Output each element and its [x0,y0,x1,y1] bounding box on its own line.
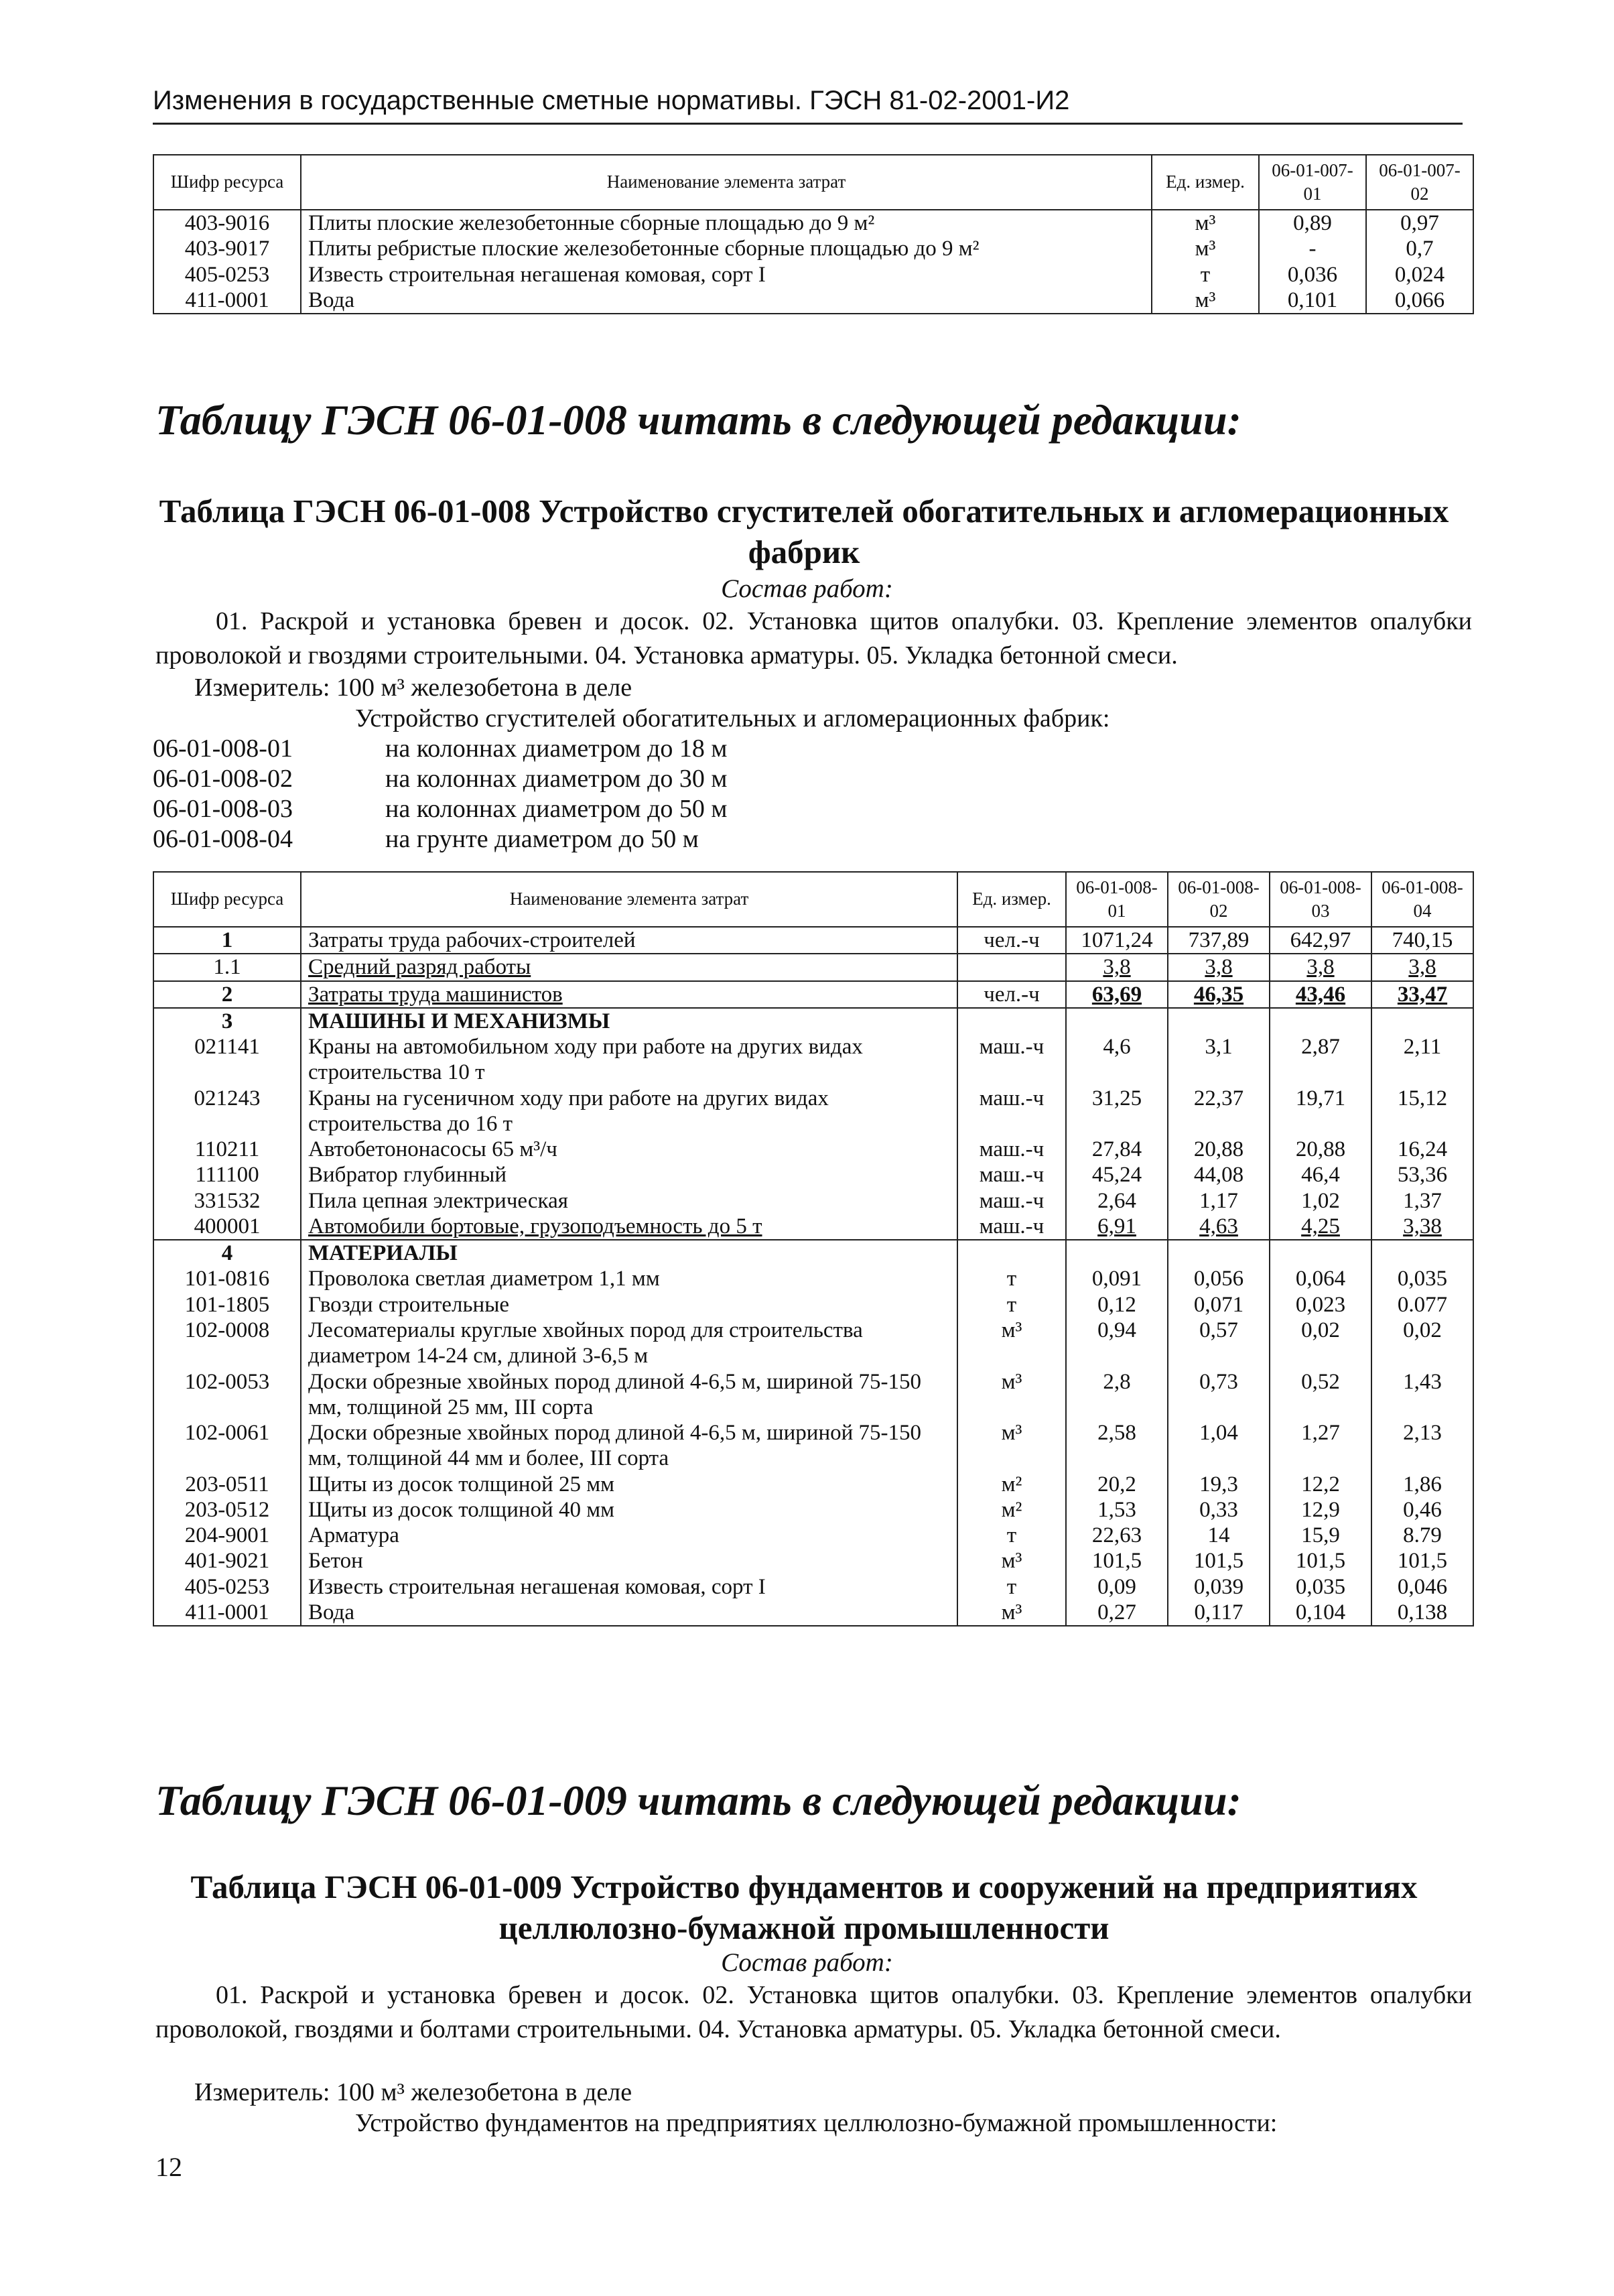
cell-v4: 0,46 [1371,1497,1473,1523]
cell-code: 403-9017 [153,236,301,261]
cell-v4: 0,02 [1371,1318,1473,1369]
cell-v1: 0,101 [1259,288,1366,314]
cell-code: 1.1 [153,954,301,980]
cell-name: Затраты труда рабочих-строителей [301,927,957,954]
cell-v2: 46,35 [1168,981,1270,1008]
cell-v4: 1,37 [1371,1188,1473,1214]
table-row [153,210,1473,236]
table-row [153,1240,1473,1266]
cell-v3: 46,4 [1270,1162,1371,1188]
cell-v3: 12,2 [1270,1472,1371,1497]
cell-v2: 19,3 [1168,1472,1270,1497]
cell-code: 411-0001 [153,1600,301,1626]
cell-code: 102-0008 [153,1318,301,1369]
col-header-008-02: 06-01-008-02 [1168,872,1270,927]
cell-v4: 0,138 [1371,1600,1473,1626]
cell-v1: 0,27 [1066,1600,1168,1626]
item-text: на грунте диаметром до 50 м [385,825,699,853]
table-row [153,262,1473,288]
cell-v1: - [1259,236,1366,261]
cell-v3: 101,5 [1270,1548,1371,1574]
table-row [153,1600,1473,1626]
cell-code: 102-0053 [153,1369,301,1421]
cell-v4: 2,13 [1371,1420,1473,1472]
cell-v3: 3,8 [1270,954,1371,980]
cell-v1: 63,69 [1066,981,1168,1008]
cell-v2: 4,63 [1168,1214,1270,1240]
cell-code: 411-0001 [153,288,301,314]
cell-v2: 0,056 [1168,1266,1270,1291]
cell-v4: 3,38 [1371,1214,1473,1240]
col-header-008-01: 06-01-008-01 [1066,872,1168,927]
table-title-008-line2: фабрик [748,533,860,571]
table-row [153,1420,1473,1472]
table-title-009-line2: целлюлозно-бумажной промышленности [498,1909,1109,1947]
table-row [153,1574,1473,1600]
table-row [153,1162,1473,1188]
cell-name: Вода [301,288,1152,314]
cell-v2: 3,1 [1168,1034,1270,1086]
cell-code: 203-0512 [153,1497,301,1523]
cell-code: 203-0511 [153,1472,301,1497]
cell-name: Щиты из досок толщиной 25 мм [301,1472,957,1497]
col-header-unit: Ед. измер. [1152,155,1259,210]
cell-v3: 0,064 [1270,1266,1371,1291]
cell-v1: 101,5 [1066,1548,1168,1574]
cell-v4: 15,12 [1371,1086,1473,1137]
cell-code: 401-9021 [153,1548,301,1574]
cell-unit: маш.-ч [957,1162,1066,1188]
cell-v2: 22,37 [1168,1086,1270,1137]
cell-code: 331532 [153,1188,301,1214]
cell-unit: т [957,1574,1066,1600]
cell-v3: 12,9 [1270,1497,1371,1523]
cell-name: Проволока светлая диаметром 1,1 мм [301,1266,957,1291]
cell-v4: 8.79 [1371,1523,1473,1548]
cell-v3: 1,02 [1270,1188,1371,1214]
cell-v4: 0,046 [1371,1574,1473,1600]
measure-008 [194,673,632,702]
cell-v4: 0,035 [1371,1266,1473,1291]
cell-unit: м² [957,1472,1066,1497]
cell-code: 3 [153,1008,301,1034]
cell-v4: 3,8 [1371,954,1473,980]
cell-code: 111100 [153,1162,301,1188]
cell-name: Средний разряд работы [301,954,957,980]
cell-code: 101-1805 [153,1292,301,1318]
col-header-unit: Ед. измер. [957,872,1066,927]
cell-v3: 4,25 [1270,1214,1371,1240]
table-row [153,1034,1473,1086]
col-header-name: Наименование элемента затрат [301,155,1152,210]
section-heading-009: Таблицу ГЭСН 06-01-009 читать в следующей редакции: [155,1777,1241,1824]
table-06-01-007 [153,154,1474,314]
cell-unit: м³ [1152,210,1259,236]
cell-v2: 0,33 [1168,1497,1270,1523]
cell-v3: 642,97 [1270,927,1371,954]
measure-label-008: Измеритель: [194,674,330,702]
works-label-008: Состав работ: [721,574,893,603]
cell-name: Щиты из досок толщиной 40 мм [301,1497,957,1523]
cell-name: Известь строительная негашеная комовая, сорт I [301,1574,957,1600]
cell-v2: 0,7 [1366,236,1473,261]
cell-code: 021243 [153,1086,301,1137]
table-title-008-line1: Таблица ГЭСН 06-01-008 Устройство сгустителей обогатительных и агломерационных [159,493,1449,529]
subtitle-008: Устройство сгустителей обогатительных и агломерационных фабрик: [355,704,1110,732]
cell-unit: чел.-ч [957,981,1066,1008]
cell-v4: 1,43 [1371,1369,1473,1421]
table-row [153,1266,1473,1291]
cell-v1 [1066,1008,1168,1034]
cell-v3 [1270,1240,1371,1266]
cell-code: 1 [153,927,301,954]
table-row [153,1318,1473,1369]
cell-v2: 0,071 [1168,1292,1270,1318]
col-header-code: Шифр ресурса [153,155,301,210]
cell-name: Плиты ребристые плоские железобетонные сборные площадью до 9 м² [301,236,1152,261]
cell-code: 405-0253 [153,262,301,288]
cell-v4: 2,11 [1371,1034,1473,1086]
cell-name: МАТЕРИАЛЫ [301,1240,957,1266]
cell-v1: 1071,24 [1066,927,1168,954]
cell-v2: 0,97 [1366,210,1473,236]
cell-v1: 22,63 [1066,1523,1168,1548]
cell-v3: 0,02 [1270,1318,1371,1369]
cell-code: 405-0253 [153,1574,301,1600]
cell-v4: 33,47 [1371,981,1473,1008]
cell-v1: 4,6 [1066,1034,1168,1086]
table-row [153,1086,1473,1137]
cell-unit: т [957,1266,1066,1291]
table-row [153,1548,1473,1574]
cell-v2: 0,57 [1168,1318,1270,1369]
cell-v3: 43,46 [1270,981,1371,1008]
cell-name: Известь строительная негашеная комовая, сорт I [301,262,1152,288]
cell-v4: 53,36 [1371,1162,1473,1188]
cell-v2: 0,039 [1168,1574,1270,1600]
cell-v1: 3,8 [1066,954,1168,980]
item-code: 06-01-008-01 [153,735,293,763]
cell-v4: 0.077 [1371,1292,1473,1318]
cell-v2: 1,17 [1168,1188,1270,1214]
page-number: 12 [155,2152,182,2182]
cell-v2: 101,5 [1168,1548,1270,1574]
cell-name: Автомобили бортовые, грузоподъемность до 5 т [301,1214,957,1240]
cell-name: Вода [301,1600,957,1626]
cell-v2 [1168,1240,1270,1266]
item-text: на колоннах диаметром до 18 м [385,735,728,763]
table-row [153,1292,1473,1318]
cell-code: 021141 [153,1034,301,1086]
cell-v4: 101,5 [1371,1548,1473,1574]
cell-unit: м³ [957,1318,1066,1369]
cell-v2: 0,024 [1366,262,1473,288]
cell-unit: м³ [957,1548,1066,1574]
cell-name: Плиты плоские железобетонные сборные площадью до 9 м² [301,210,1152,236]
table-row [153,981,1473,1008]
cell-v4: 740,15 [1371,927,1473,954]
cell-code: 4 [153,1240,301,1266]
col-header-007-01: 06-01-007-01 [1259,155,1366,210]
cell-v2: 20,88 [1168,1137,1270,1162]
cell-v2: 0,117 [1168,1600,1270,1626]
cell-v2: 1,04 [1168,1420,1270,1472]
table-title-008 [134,491,1474,573]
cell-unit: т [957,1523,1066,1548]
cell-v1: 2,64 [1066,1188,1168,1214]
cell-v1: 0,09 [1066,1574,1168,1600]
col-header-007-02: 06-01-007-02 [1366,155,1473,210]
cell-v1: 0,12 [1066,1292,1168,1318]
cell-v2: 737,89 [1168,927,1270,954]
cell-name: Арматура [301,1523,957,1548]
col-header-008-04: 06-01-008-04 [1371,872,1473,927]
item-text: на колоннах диаметром до 50 м [385,795,728,823]
cell-v2: 0,73 [1168,1369,1270,1421]
table-row [153,1523,1473,1548]
item-code: 06-01-008-02 [153,765,293,793]
table-row [153,1472,1473,1497]
cell-code: 102-0061 [153,1420,301,1472]
cell-v1: 0,89 [1259,210,1366,236]
cell-code: 110211 [153,1137,301,1162]
table-title-009 [134,1866,1474,1949]
works-text-009: 01. Раскрой и установка бревен и досок. 02. Установка щитов опалубки. 03. Крепление элементов опалубки проволокой, гвоздями и болтами строительными. 04. Установка арматуры. 05. Укладка бетонной смеси. [155,1981,1472,2043]
table-row [153,1497,1473,1523]
cell-v3: 0,035 [1270,1574,1371,1600]
cell-v1: 0,036 [1259,262,1366,288]
cell-v1: 2,8 [1066,1369,1168,1421]
cell-unit: м³ [1152,236,1259,261]
measure-label-009: Измеритель: [194,2078,330,2106]
cell-code: 400001 [153,1214,301,1240]
cell-v1 [1066,1240,1168,1266]
cell-v1: 27,84 [1066,1137,1168,1162]
cell-v3: 0,104 [1270,1600,1371,1626]
works-label-009: Состав работ: [721,1948,893,1977]
cell-v4 [1371,1008,1473,1034]
cell-v4: 1,86 [1371,1472,1473,1497]
table-row [153,954,1473,980]
cell-name: Краны на автомобильном ходу при работе на других видах строительства 10 т [301,1034,957,1086]
cell-name: Лесоматериалы круглые хвойных пород для строительства диаметром 14-24 см, длиной 3-6,5 м [301,1318,957,1369]
table-row [153,927,1473,954]
cell-v2: 44,08 [1168,1162,1270,1188]
item-code: 06-01-008-04 [153,825,293,853]
item-text: на колоннах диаметром до 30 м [385,765,728,793]
cell-unit: м³ [957,1369,1066,1421]
cell-unit: м³ [957,1420,1066,1472]
cell-v3: 0,023 [1270,1292,1371,1318]
works-text-008: 01. Раскрой и установка бревен и досок. 02. Установка щитов опалубки. 03. Крепление элементов опалубки проволокой и гвоздями строительными. 04. Установка арматуры. 05. Укладка бетонной смеси. [155,607,1472,669]
cell-v1: 1,53 [1066,1497,1168,1523]
col-header-008-03: 06-01-008-03 [1270,872,1371,927]
cell-unit: м² [957,1497,1066,1523]
cell-unit: маш.-ч [957,1188,1066,1214]
cell-unit: м³ [1152,288,1259,314]
cell-unit: маш.-ч [957,1034,1066,1086]
cell-code: 403-9016 [153,210,301,236]
cell-v3 [1270,1008,1371,1034]
running-header: Изменения в государственные сметные нормативы. ГЭСН 81-02-2001-И2 [153,86,1463,125]
cell-v1: 0,091 [1066,1266,1168,1291]
section-heading-008: Таблицу ГЭСН 06-01-008 читать в следующей редакции: [155,396,1241,444]
cell-unit: маш.-ч [957,1086,1066,1137]
cell-unit: т [1152,262,1259,288]
item-code: 06-01-008-03 [153,795,293,823]
table-row [153,236,1473,261]
table-row [153,288,1473,314]
measure-value-009: 100 м³ железобетона в деле [336,2078,632,2106]
cell-name: Бетон [301,1548,957,1574]
cell-v1: 0,94 [1066,1318,1168,1369]
cell-name: Пила цепная электрическая [301,1188,957,1214]
cell-unit: т [957,1292,1066,1318]
table-06-01-008 [153,871,1474,1627]
cell-v3: 1,27 [1270,1420,1371,1472]
table-row [153,1369,1473,1421]
cell-v2 [1168,1008,1270,1034]
cell-v1: 45,24 [1066,1162,1168,1188]
cell-unit: маш.-ч [957,1137,1066,1162]
col-header-name: Наименование элемента затрат [301,872,957,927]
cell-name: Доски обрезные хвойных пород длиной 4-6,5 м, шириной 75-150 мм, толщиной 25 мм, III сорта [301,1369,957,1421]
cell-v1: 6,91 [1066,1214,1168,1240]
cell-unit [957,1240,1066,1266]
cell-code: 204-9001 [153,1523,301,1548]
cell-v4 [1371,1240,1473,1266]
cell-name: Доски обрезные хвойных пород длиной 4-6,5 м, шириной 75-150 мм, толщиной 44 мм и более, III сорта [301,1420,957,1472]
cell-v3: 19,71 [1270,1086,1371,1137]
cell-unit: м³ [957,1600,1066,1626]
cell-v3: 15,9 [1270,1523,1371,1548]
cell-v2: 14 [1168,1523,1270,1548]
cell-v4: 16,24 [1371,1137,1473,1162]
measure-value-008: 100 м³ железобетона в деле [336,674,632,702]
cell-v2: 3,8 [1168,954,1270,980]
cell-code: 2 [153,981,301,1008]
cell-v1: 20,2 [1066,1472,1168,1497]
cell-unit [957,954,1066,980]
cell-v1: 2,58 [1066,1420,1168,1472]
subtitle-009: Устройство фундаментов на предприятиях целлюлозно-бумажной промышленности: [355,2109,1278,2137]
table-title-009-line1: Таблица ГЭСН 06-01-009 Устройство фундаментов и сооружений на предприятиях [190,1868,1418,1905]
cell-unit: маш.-ч [957,1214,1066,1240]
table-row [153,1008,1473,1034]
cell-name: Затраты труда машинистов [301,981,957,1008]
cell-name: Вибратор глубинный [301,1162,957,1188]
table-row [153,1214,1473,1240]
table-row [153,1188,1473,1214]
cell-name: Автобетононасосы 65 м³/ч [301,1137,957,1162]
cell-v2: 0,066 [1366,288,1473,314]
measure-009 [194,2078,632,2107]
col-header-code: Шифр ресурса [153,872,301,927]
cell-v1: 31,25 [1066,1086,1168,1137]
cell-name: Краны на гусеничном ходу при работе на других видах строительства до 16 т [301,1086,957,1137]
cell-code: 101-0816 [153,1266,301,1291]
cell-unit: чел.-ч [957,927,1066,954]
cell-v3: 2,87 [1270,1034,1371,1086]
cell-name: МАШИНЫ И МЕХАНИЗМЫ [301,1008,957,1034]
cell-v3: 20,88 [1270,1137,1371,1162]
cell-unit [957,1008,1066,1034]
cell-v3: 0,52 [1270,1369,1371,1421]
table-row [153,1137,1473,1162]
cell-name: Гвозди строительные [301,1292,957,1318]
